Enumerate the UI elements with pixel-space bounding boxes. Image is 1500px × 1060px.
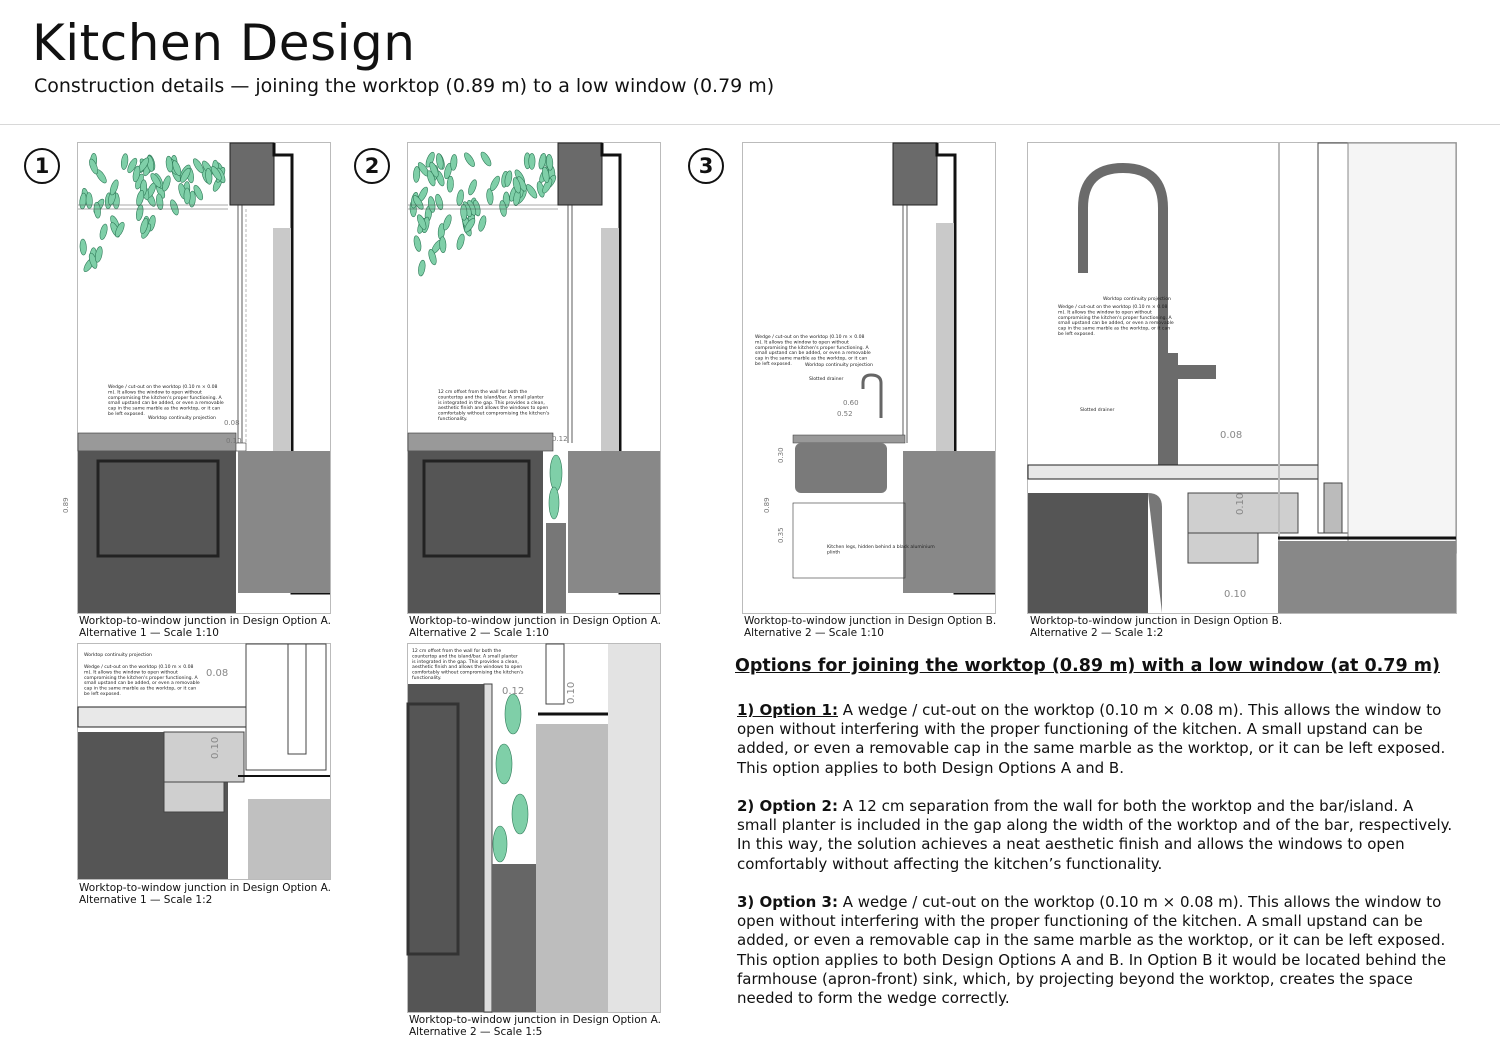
dim-035-3: 0.35 [777,527,785,543]
dim-008-4: 0.08 [1220,430,1243,441]
option-3-text: A wedge / cut-out on the worktop (0.10 m × 0.08 m). This allows the window to open without interfering with the proper functioning of the kitchen. A small upstand can be added, or even a removable cap in the same marble as the worktop, or it can be left exposed. This option applies to both Design Options A and B. In Option B it would be located behind the farmhouse (apron-front) sink, which, by projecting beyond the worktop, creates the space needed to form the wedge correctly. [737,893,1447,1008]
option-1-paragraph [737,701,1455,778]
leaf [479,151,493,168]
continuity-note-3: Worktop continuity projection [805,363,873,368]
page-subtitle: Construction details — joining the worktop (0.89 m) to a low window (0.79 m) [34,75,775,97]
leaf [486,188,494,204]
drawing-option-a-alt1-1-10 [62,142,331,614]
leaf [169,199,180,216]
caption-d4: Worktop-to-window junction in Design Option B. Alternative 2 — Scale 1:2 [1030,615,1283,639]
caption-d5: Worktop-to-window junction in Design Option A. Alternative 1 — Scale 1:2 [79,882,331,906]
leaf [439,237,446,253]
option-3-label: 3) Option 3: [737,893,838,911]
leaf [455,233,465,250]
dim-012-2: 0.12 [552,435,568,443]
dim-008-5: 0.08 [206,668,229,679]
legs-note-3: Kitchen legs, hidden behind a black aluminium plinth [827,545,935,556]
leaves-pattern [410,151,558,277]
marker-2: 2 [354,148,390,184]
leaf [413,166,420,182]
page-title: Kitchen Design [32,14,416,72]
dim-060-3: 0.60 [843,399,859,407]
leaf [88,158,100,175]
leaf [450,154,458,170]
drawing-option-b-alt2-1-10 [742,142,996,614]
wedge-note-3: Wedge / cut-out on the worktop (0.10 m × 0.08 m). It allows the window to open without compromising the kitchen's proper functioning. A small upstand can be added, or even a removable cap in the same marble as the worktop, or it can be left exposed. [755,335,871,367]
dim-089-3: 0.89 [763,497,771,513]
header-divider [0,124,1500,125]
option-2-paragraph [737,797,1455,874]
leaf [442,214,453,231]
wedge-note-1: Wedge / cut-out on the worktop (0.10 m × 0.08 m). It allows the window to open without compromising the kitchen's proper functioning. A small upstand can be added, or even a removable cap in the same marble as the worktop, or it can be left exposed. [108,385,224,417]
dim-010-4a: 0.10 [1235,492,1246,515]
leaf [135,204,144,221]
dim-012-6: 0.12 [502,686,525,697]
leaf [467,179,478,196]
offset-note-6: 12 cm offset from the wall for both the countertop and the island/bar. A small planter is integrated in the gap. This provides a clean, aesthetic finish and allows the windows to open comfortably without compromising the kitchen's functionality. [412,649,524,681]
offset-note-2: 12 cm offset from the wall for both the countertop and the island/bar. A small planter is integrated in the gap. This provides a clean, aesthetic finish and allows the windows to open comfortably without compromising the kitchen's functionality. [438,390,550,422]
leaf [108,179,119,196]
marker-1: 1 [24,148,60,184]
continuity-note-5: Worktop continuity projection [84,653,152,658]
dim-010-4b: 0.10 [1224,589,1247,600]
option-1-text: A wedge / cut-out on the worktop (0.10 m × 0.08 m). This allows the window to open without interfering with the proper functioning of the kitchen. A small upstand can be added, or even a removable cap in the same marble as the worktop, or it can be left exposed. This option applies to both Design Options A and B. [737,701,1446,777]
dim-010-6: 0.10 [566,681,577,704]
leaf [413,235,423,252]
drawing-option-a-alt2-1-10 [407,142,661,614]
option-2-text: A 12 cm separation from the wall for both the worktop and the bar/island. A small planter is included in the gap along the width of the worktop and of the bar, respectively. In this way, the solution achieves a neat aesthetic finish and allows the windows to open comfortably without affecting the kitchen’s functionality. [737,797,1453,873]
caption-d2: Worktop-to-window junction in Design Option A. Alternative 2 — Scale 1:10 [409,615,661,639]
caption-d3: Worktop-to-window junction in Design Option B. Alternative 2 — Scale 1:10 [744,615,997,639]
drawing-option-b-alt2-1-2 [1027,142,1457,614]
leaf [477,215,487,232]
leaf [184,188,190,204]
leaves-pattern [79,153,227,273]
marker-3: 3 [688,148,724,184]
option-3-paragraph [737,893,1455,1008]
leaf [135,190,145,207]
options-heading: Options for joining the worktop (0.89 m) with a low window (at 0.79 m) [735,656,1440,676]
dim-010-5: 0.10 [210,736,221,759]
leaf [99,223,109,240]
leaf [120,153,128,170]
dim-010-1: 0.10 [226,437,242,445]
caption-d6: Worktop-to-window junction in Design Option A. Alternative 2 — Scale 1:5 [409,1014,661,1038]
leaf [80,239,87,255]
continuity-note-1: Worktop continuity projection [148,416,216,421]
leaf [86,192,93,208]
dim-008-1: 0.08 [224,419,240,427]
leaf [417,260,426,277]
leaf [489,175,502,192]
drainer-note-4: Slotted drainer [1080,408,1115,413]
drawing-option-a-alt1-1-2 [77,643,331,880]
dim-089-1: 0.89 [62,497,70,513]
leaf [529,153,535,169]
drainer-note-3: Slotted drainer [809,377,844,382]
dim-052-3: 0.52 [837,410,853,418]
leaf [434,193,444,210]
drawing-option-a-alt2-1-5 [407,643,661,1013]
caption-d1: Worktop-to-window junction in Design Option A. Alternative 1 — Scale 1:10 [79,615,331,639]
continuity-note-4: Worktop continuity projection [1103,297,1171,302]
option-1-label: 1) Option 1: [737,701,838,719]
leaf [462,151,476,168]
option-2-label: 2) Option 2: [737,797,838,815]
leaf [94,246,103,263]
wedge-note-5: Wedge / cut-out on the worktop (0.10 m × 0.08 m). It allows the window to open without compromising the kitchen's proper functioning. A small upstand can be added, or even a removable cap in the same marble as the worktop, or it can be left exposed. [84,665,200,697]
dim-030-3: 0.30 [777,447,785,463]
wedge-note-4: Wedge / cut-out on the worktop (0.10 m × 0.08 m). It allows the window to open without compromising the kitchen's proper functioning. A small upstand can be added, or even a removable cap in the same marble as the worktop, or it can be left exposed. [1058,305,1174,337]
